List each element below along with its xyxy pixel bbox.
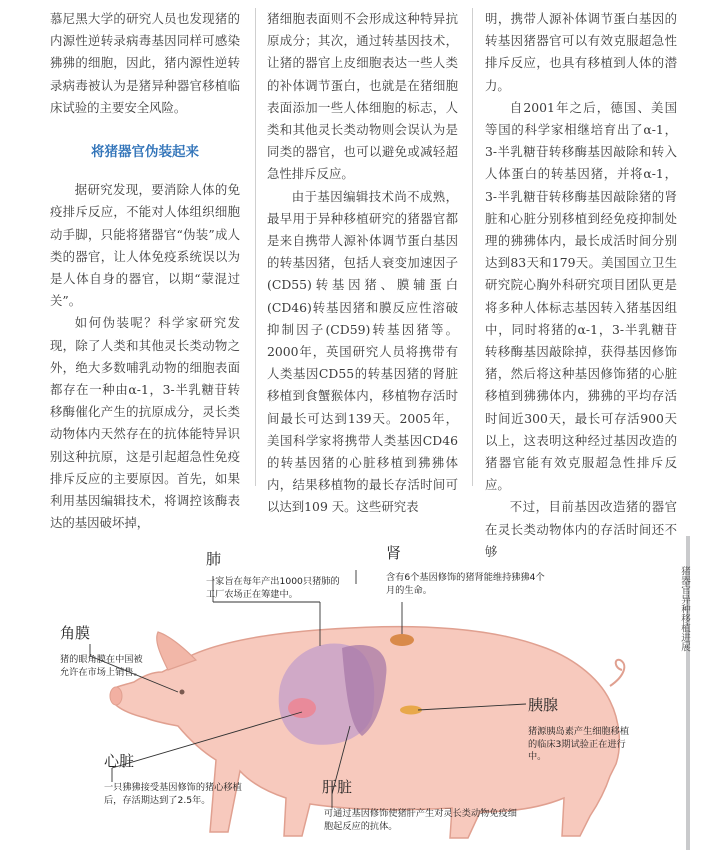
section-side-tab xyxy=(676,536,700,850)
paragraph: 猪细胞表面则不会形成这种特异抗原成分；其次，通过转基因技术，让猪的器官上皮细胞表达一些人类的补体调节蛋白，也就是在猪细胞表面添加一些人体细胞的标志，人类和其他灵长类动物则会误认为是同类的器官，也可以避免或减轻超急性排斥反应。 xyxy=(267,11,458,182)
section-heading: 将猪器官伪装起来 xyxy=(91,144,199,161)
pancreas-note: 猪源胰岛素产生细胞移植的临床3期试验正在进行中。 xyxy=(528,726,630,762)
lung-title: 肺 xyxy=(206,550,222,568)
paragraph: 由于基因编辑技术尚不成熟，最早用于异种移植研究的猪器官都是来自携带人源补体调节蛋白基因的转基因猪，包括人衰变加速因子(CD55)转基因猪、膜辅蛋白(CD46)转基因猪和膜反应性溶破抑制因子(CD59)转基因猪等。2000年，英国研究人员将携带有人类基因CD55的转基因猪的肾脏移植到食蟹猴体内，移植物存活时间最长可达到139天。2005年，美国科学家将携带人类基因CD46的转基因猪的心脏移植到狒狒体内，结果移植物的最长存活时间可以达到109 天。这些研究表 xyxy=(267,188,458,515)
cornea-title: 角膜 xyxy=(60,624,91,642)
paragraph: 不过，目前基因改造猪的器官在灵长类动物体内的存活时间还不够 xyxy=(485,499,677,559)
liver-title: 肝脏 xyxy=(322,778,353,796)
liver-note: 可通过基因修饰使猪肝产生对灵长类动物免疫细胞起反应的抗体。 xyxy=(324,808,517,832)
kidney-note: 含有6个基因修饰的猪肾能维持狒狒4个月的生命。 xyxy=(386,572,545,596)
paragraph: 自2001年之后，德国、美国等国的科学家相继培育出了α-1，3-半乳糖苷转移酶基因敲除和转入人体蛋白的转基因猪，并将α-1，3-半乳糖苷转移酶基因敲除猪的肾脏和心脏分别移植到经免疫抑制处理的狒狒体内，最长成活时间分别达到83天和179天。美国国立卫生研究院心胸外科研究项目团队更是将多种人体标志基因转入猪基因组中，同时将猪的α-1，3-半乳糖苷转移酶基因敲除掉，获得基因修饰猪，然后将这种基因修饰猪的心脏移植到狒狒体内，狒狒的平均存活时间近300天，最长可存活900天以上，这表明这种经过基因改造的猪器官能有效克服超急性排斥反应。 xyxy=(485,99,677,493)
pig-eye xyxy=(180,690,185,695)
cornea-note: 猪的眼角膜在中国被允许在市场上销售。 xyxy=(60,654,143,678)
pig-snout xyxy=(110,687,122,705)
paragraph: 如何伪装呢？科学家研究发现，除了人类和其他灵长类动物之外，绝大多数哺乳动物的细胞表面都存在一种由α-1，3-半乳糖苷转移酶催化产生的抗原成分，灵长类动物体内天然存在的抗体能特异识别这种抗原，这是引起超急性免疫排斥反应的主要原因。首先，如果利用基因编辑技术，将调控该酶表达的基因破坏掉， xyxy=(50,315,240,531)
heart-note: 一只狒狒接受基因修饰的猪心移植后，存活期达到了2.5年。 xyxy=(104,782,242,806)
pancreas-title: 胰腺 xyxy=(528,696,559,714)
column-divider xyxy=(472,8,473,486)
paragraph: 慕尼黑大学的研究人员也发现猪的内源性逆转录病毒基因同样可感染狒狒的细胞，因此，猪内源性逆转录病毒被认为是猪异种器官移植临床试验的主要安全风险。 xyxy=(50,11,240,115)
side-tab-label: 猪器官异种移植进展 xyxy=(679,566,690,652)
lung-note: 一家旨在每年产出1000只猪肺的工厂农场正在筹建中。 xyxy=(206,576,340,600)
column-divider xyxy=(255,8,256,486)
pig-organ-figure xyxy=(50,536,672,850)
article-column-3 xyxy=(485,8,677,563)
pig-tail xyxy=(610,660,624,686)
paragraph: 据研究发现，要消除人体的免疫排斥反应，不能对人体组织细胞动手脚，只能将猪器官“伪装”成人类的器官，让人体免疫系统误以为是人体自身的器官，以期“蒙混过关”。 xyxy=(50,182,240,309)
article-column-2 xyxy=(267,8,458,519)
kidney-organ xyxy=(390,634,414,646)
article-column-1 xyxy=(50,8,240,534)
kidney-title: 肾 xyxy=(386,544,402,562)
paragraph: 明，携带人源补体调节蛋白基因的转基因猪器官可以有效克服超急性排斥反应，也具有移植到人体的潜力。 xyxy=(485,11,677,93)
heart-title: 心脏 xyxy=(104,752,135,770)
